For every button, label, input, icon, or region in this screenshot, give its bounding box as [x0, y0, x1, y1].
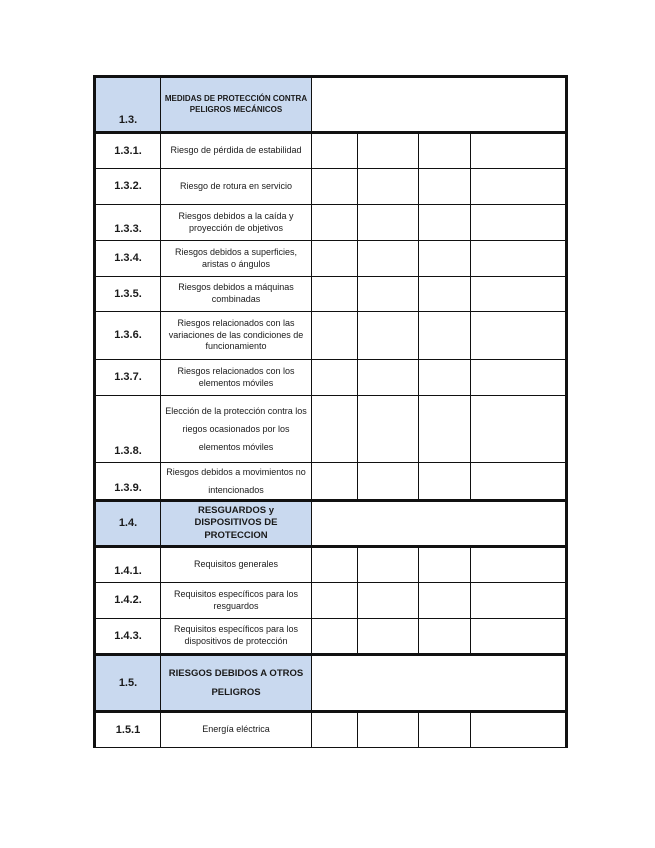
check-cell[interactable]	[471, 463, 567, 501]
item-text: Requisitos generales	[161, 547, 312, 583]
check-cell[interactable]	[419, 277, 471, 312]
section-row	[95, 77, 567, 133]
item-text: Riesgos relacionados con las variaciones de las condiciones de funcionamiento	[161, 312, 312, 360]
check-cell[interactable]	[471, 396, 567, 463]
table-row	[95, 619, 567, 655]
check-cell[interactable]	[471, 169, 567, 205]
check-cell[interactable]	[419, 205, 471, 241]
check-cell[interactable]	[312, 547, 358, 583]
item-text: Riesgo de pérdida de estabilidad	[161, 133, 312, 169]
check-cell[interactable]	[358, 205, 419, 241]
check-cell[interactable]	[419, 396, 471, 463]
item-text: Requisitos específicos para los resguardos	[161, 583, 312, 619]
section-blank-cell	[312, 655, 567, 712]
item-number: 1.3.3.	[95, 205, 161, 241]
check-cell[interactable]	[312, 463, 358, 501]
check-cell[interactable]	[471, 205, 567, 241]
item-number: 1.4.1.	[95, 547, 161, 583]
section-blank-cell	[312, 501, 567, 547]
item-number: 1.5.1	[95, 712, 161, 748]
section-title: MEDIDAS DE PROTECCIÓN CONTRA PELIGROS MECÁNICOS	[161, 77, 312, 133]
check-cell[interactable]	[471, 547, 567, 583]
check-cell[interactable]	[471, 241, 567, 277]
item-text: Riesgos debidos a superficies, aristas o ángulos	[161, 241, 312, 277]
check-cell[interactable]	[312, 712, 358, 748]
check-cell[interactable]	[419, 169, 471, 205]
item-text: Requisitos específicos para los dispositivos de protección	[161, 619, 312, 655]
item-text: Riesgo de rotura en servicio	[161, 169, 312, 205]
table-row	[95, 133, 567, 169]
check-cell[interactable]	[312, 205, 358, 241]
check-cell[interactable]	[312, 396, 358, 463]
check-cell[interactable]	[471, 312, 567, 360]
check-cell[interactable]	[312, 277, 358, 312]
item-text: Riesgos debidos a movimientos no intencionados	[161, 463, 312, 501]
table-row	[95, 360, 567, 396]
table-row	[95, 396, 567, 463]
check-cell[interactable]	[358, 619, 419, 655]
item-text: Riesgos debidos a máquinas combinadas	[161, 277, 312, 312]
check-cell[interactable]	[471, 277, 567, 312]
check-cell[interactable]	[471, 619, 567, 655]
item-number: 1.3.1.	[95, 133, 161, 169]
table-row	[95, 712, 567, 748]
section-blank-cell	[312, 77, 567, 133]
item-number: 1.3.9.	[95, 463, 161, 501]
check-cell[interactable]	[419, 712, 471, 748]
check-cell[interactable]	[312, 619, 358, 655]
table-row	[95, 169, 567, 205]
item-number: 1.3.5.	[95, 277, 161, 312]
item-number: 1.3.2.	[95, 169, 161, 205]
check-cell[interactable]	[358, 547, 419, 583]
check-cell[interactable]	[358, 396, 419, 463]
check-cell[interactable]	[358, 169, 419, 205]
item-text: Elección de la protección contra los riegos ocasionados por los elementos móviles	[161, 396, 312, 463]
check-cell[interactable]	[358, 312, 419, 360]
check-cell[interactable]	[358, 712, 419, 748]
item-number: 1.3.8.	[95, 396, 161, 463]
table-row	[95, 583, 567, 619]
check-cell[interactable]	[471, 712, 567, 748]
item-number: 1.3.6.	[95, 312, 161, 360]
section-title: RESGUARDOS y DISPOSITIVOS DE PROTECCION	[161, 501, 312, 547]
section-title: RIESGOS DEBIDOS A OTROS PELIGROS	[161, 655, 312, 712]
check-cell[interactable]	[358, 463, 419, 501]
table-row	[95, 205, 567, 241]
section-row	[95, 501, 567, 547]
check-cell[interactable]	[312, 360, 358, 396]
check-cell[interactable]	[312, 241, 358, 277]
check-cell[interactable]	[419, 360, 471, 396]
check-cell[interactable]	[358, 583, 419, 619]
item-number: 1.3.4.	[95, 241, 161, 277]
check-cell[interactable]	[471, 133, 567, 169]
item-number: 1.4.3.	[95, 619, 161, 655]
check-cell[interactable]	[419, 463, 471, 501]
check-cell[interactable]	[419, 619, 471, 655]
check-cell[interactable]	[419, 583, 471, 619]
check-cell[interactable]	[312, 133, 358, 169]
table-row	[95, 463, 567, 501]
item-text: Riesgos debidos a la caída y proyección de objetivos	[161, 205, 312, 241]
check-cell[interactable]	[358, 360, 419, 396]
section-number: 1.4.	[95, 501, 161, 547]
check-cell[interactable]	[471, 360, 567, 396]
check-cell[interactable]	[471, 583, 567, 619]
section-number: 1.3.	[95, 77, 161, 133]
check-cell[interactable]	[358, 277, 419, 312]
checklist-table	[93, 75, 568, 748]
check-cell[interactable]	[419, 547, 471, 583]
check-cell[interactable]	[419, 133, 471, 169]
item-text: Energía eléctrica	[161, 712, 312, 748]
check-cell[interactable]	[358, 133, 419, 169]
table-row	[95, 241, 567, 277]
check-cell[interactable]	[419, 241, 471, 277]
section-row	[95, 655, 567, 712]
item-number: 1.4.2.	[95, 583, 161, 619]
table-row	[95, 547, 567, 583]
table-row	[95, 312, 567, 360]
check-cell[interactable]	[312, 169, 358, 205]
check-cell[interactable]	[312, 583, 358, 619]
item-text: Riesgos relacionados con los elementos móviles	[161, 360, 312, 396]
section-number: 1.5.	[95, 655, 161, 712]
check-cell[interactable]	[419, 312, 471, 360]
check-cell[interactable]	[312, 312, 358, 360]
item-number: 1.3.7.	[95, 360, 161, 396]
check-cell[interactable]	[358, 241, 419, 277]
table-row	[95, 277, 567, 312]
